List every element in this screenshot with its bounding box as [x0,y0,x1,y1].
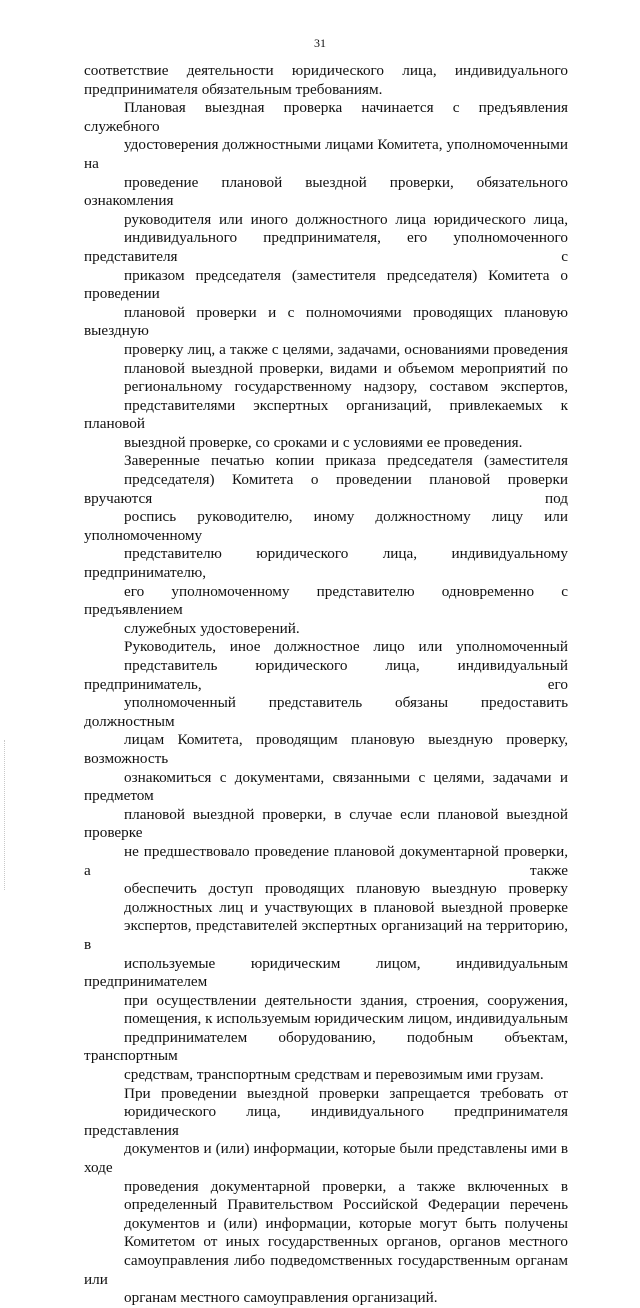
text-line: документов и (или) информации, которые были представлены ими в ходе [84,1140,568,1177]
paragraph [84,62,568,99]
text-line: роспись руководителю, иному должностному лицу или уполномоченному [84,508,568,544]
text-line: При проведении выездной проверки запрещается требовать от [124,1084,568,1102]
page-number: 31 [314,36,326,50]
text-line: региональному государственному надзору, составом экспертов, [124,378,568,396]
paragraph [84,638,568,1084]
scan-edge-marks [4,740,7,890]
text-line: предпринимателем оборудованию, подобным объектам, транспортным [84,1028,568,1065]
document-body [84,62,568,1308]
text-line: проведения документарной проверки, а также включенных в [124,1177,568,1195]
text-line: юридического лица, индивидуального предпринимателя представления [84,1103,568,1139]
text-line: Руководитель, иное должностное лицо или уполномоченный [124,638,568,656]
text-line: проведение плановой выездной проверки, обязательного ознакомления [84,173,568,210]
text-line: средствам, транспортным средствам и перевозимым ими грузам. [124,1066,544,1084]
text-line: при осуществлении деятельности здания, строения, сооружения, [124,991,568,1009]
text-line: приказом председателя (заместителя председателя) Комитета о проведении [84,266,568,303]
text-line: предпринимателя обязательным требованиям. [84,80,383,98]
text-line: проверку лиц, а также с целями, задачами, основаниями проведения [124,340,568,358]
text-line: плановой выездной проверки, в случае если плановой выездной проверке [84,805,568,842]
text-line: уполномоченный представитель обязаны предоставить должностным [84,694,568,730]
text-line: Заверенные печатью копии приказа председателя (заместителя [124,452,568,470]
text-line: представитель юридического лица, индивидуальный предприниматель, его [84,657,568,693]
text-line: лицам Комитета, проводящим плановую выездную проверку, возможность [84,731,568,767]
text-line: определенный Правительством Российской Федерации перечень [124,1196,568,1214]
text-line: документов и (или) информации, которые могут быть получены [124,1214,568,1232]
text-line: руководителя или иного должностного лица юридического лица, [124,210,568,228]
text-line: должностных лиц и участвующих в плановой выездной проверке [124,898,568,916]
text-line: ознакомиться с документами, связанными с целями, задачами и предметом [84,768,568,805]
text-line: обеспечить доступ проводящих плановую выездную проверку [124,880,568,898]
text-line: не предшествовало проведение плановой документарной проверки, а также [84,842,568,879]
paragraph [84,1085,568,1308]
text-line: используемые юридическим лицом, индивидуальным предпринимателем [84,954,568,991]
text-line: самоуправления либо подведомственных государственным органам или [84,1252,568,1288]
text-line: соответствие деятельности юридического лица, индивидуального [84,62,568,79]
text-line: выездной проверке, со сроками и с условиями ее проведения. [124,433,523,451]
text-line: служебных удостоверений. [124,619,300,637]
paragraph [84,452,568,638]
text-line: удостоверения должностными лицами Комитета, уполномоченными на [84,136,568,172]
text-line: Комитетом от иных государственных органов, органов местного [124,1233,568,1251]
text-line: помещения, к используемым юридическим лицом, индивидуальным [124,1010,568,1028]
text-line: экспертов, представителей экспертных организаций на территорию, в [84,917,568,953]
text-line: Плановая выездная проверка начинается с предъявления служебного [84,99,568,135]
text-line: председателя) Комитета о проведении плановой проверки вручаются под [84,471,568,507]
paragraph [84,99,568,452]
text-line: органам местного самоуправления организаций. [124,1289,438,1307]
text-line: плановой выездной проверки, видами и объемом мероприятий по [124,359,568,377]
text-line: представителю юридического лица, индивидуальному предпринимателю, [84,545,568,582]
text-line: плановой проверки и с полномочиями проводящих плановую выездную [84,303,568,340]
text-line: представителями экспертных организаций, привлекаемых к плановой [84,396,568,433]
text-line: индивидуального предпринимателя, его уполномоченного представителя с [84,229,568,265]
text-line: его уполномоченному представителю одновременно с предъявлением [84,582,568,619]
